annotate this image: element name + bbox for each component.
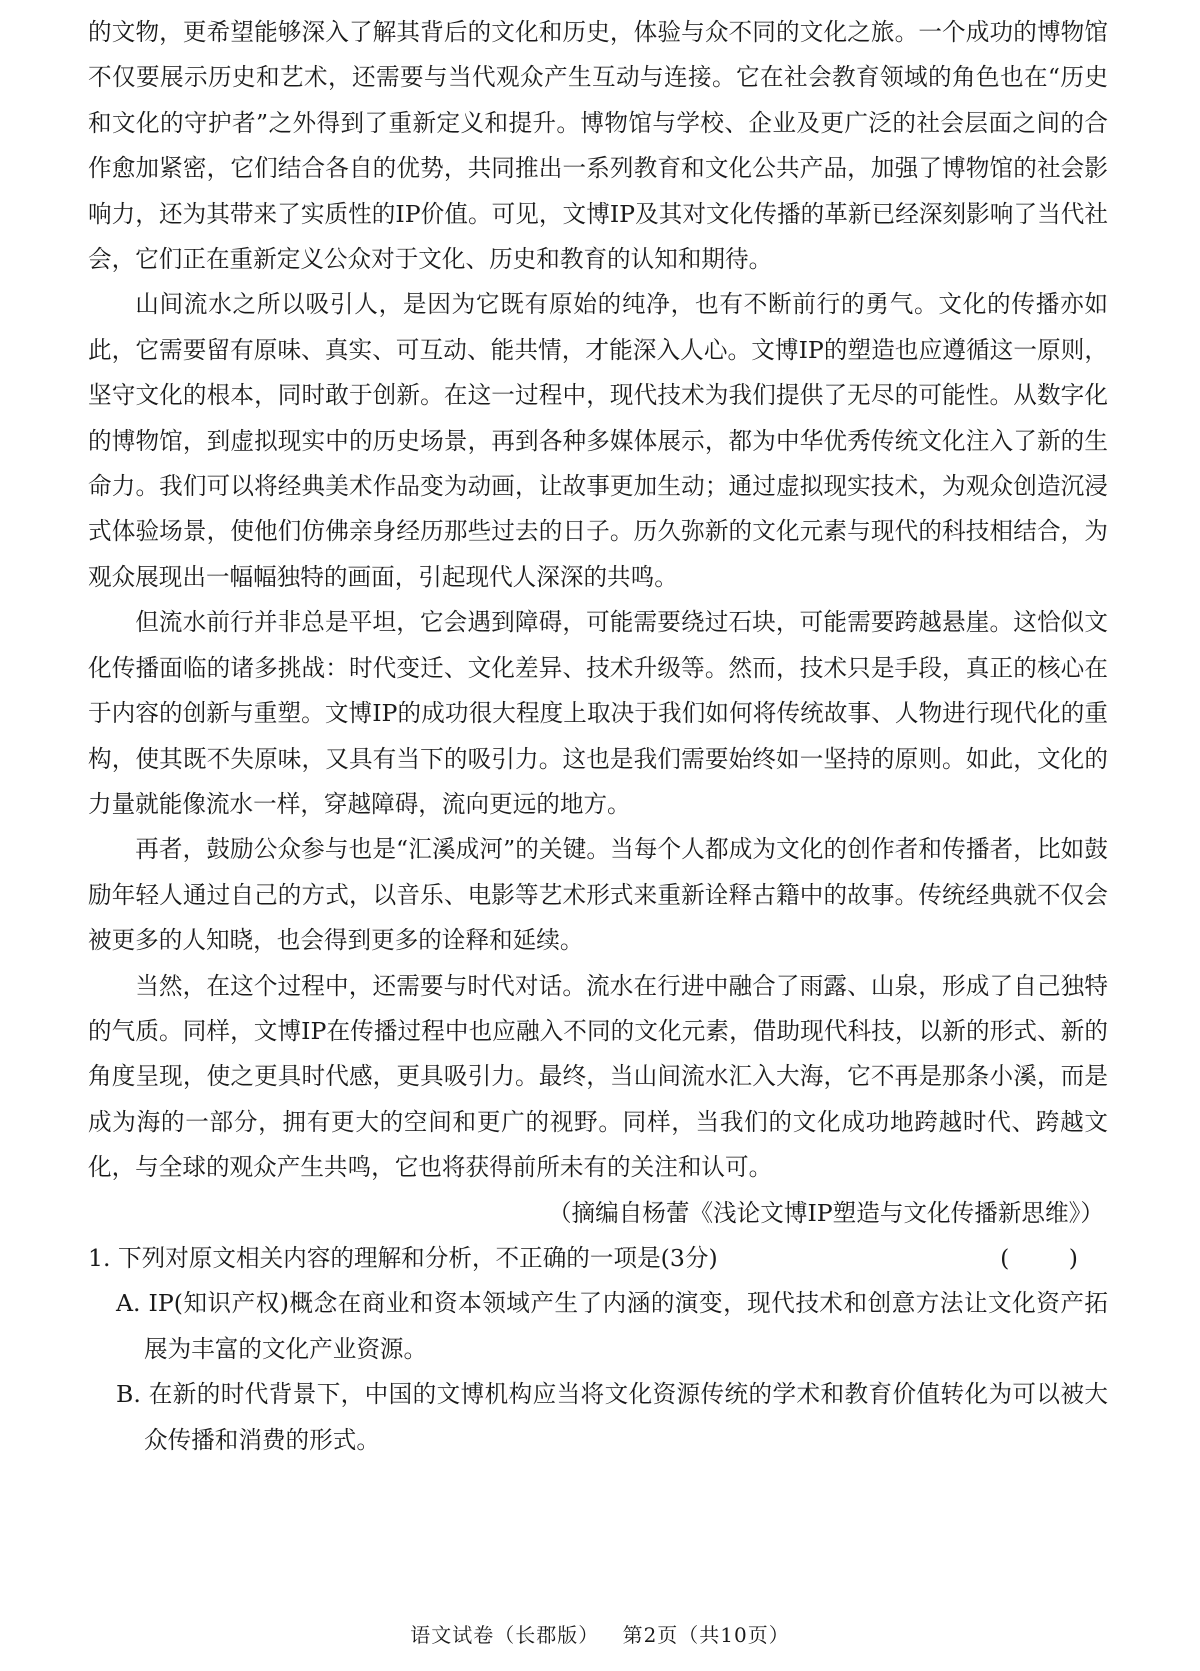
option-b (116, 1372, 1108, 1463)
option-text: IP(知识产权)概念在商业和资本领域产生了内涵的演变，现代技术和创意方法让文化资产拓展为丰富的文化产业资源。 (144, 1289, 1108, 1363)
option-text: 在新的时代背景下，中国的文博机构应当将文化资源传统的学术和教育价值转化为可以被大众传播和消费的形式。 (144, 1380, 1109, 1454)
paragraph-5: 当然，在这个过程中，还需要与时代对话。流水在行进中融合了雨露、山泉，形成了自己独特的气质。同样，文博IP在传播过程中也应融入不同的文化元素，借助现代科技，以新的形式、新的角度呈现，使之更具时代感，更具吸引力。最终，当山间流水汇入大海，它不再是那条小溪，而是成为海的一部分，拥有更大的空间和更广的视野。同样，当我们的文化成功地跨越时代、跨越文化，与全球的观众产生共鸣，它也将获得前所未有的关注和认可。 (88, 971, 1108, 1182)
footer-subject: 语文试卷（长郡版） (410, 1623, 600, 1647)
option-label: A. (116, 1289, 141, 1318)
paragraph-1: 的文物，更希望能够深入了解其背后的文化和历史，体验与众不同的文化之旅。一个成功的博物馆不仅要展示历史和艺术，还需要与当代观众产生互动与连接。它在社会教育领域的角色也在“历史和文化的守护者”之外得到了重新定义和提升。博物馆与学校、企业及更广泛的社会层面之间的合作愈加紧密，它们结合各自的优势，共同推出一系列教育和文化公共产品，加强了博物馆的社会影响力，还为其带来了实质性的IP价值。可见，文博IP及其对文化传播的革新已经深刻影响了当代社会，它们正在重新定义公众对于文化、历史和教育的认知和期待。 (88, 18, 1108, 274)
paragraph-4: 再者，鼓励公众参与也是“汇溪成河”的关键。当每个人都成为文化的创作者和传播者，比如鼓励年轻人通过自己的方式，以音乐、电影等艺术形式来重新诠释古籍中的故事。传统经典就不仅会被更多的人知晓，也会得到更多的诠释和延续。 (88, 835, 1108, 955)
question-1 (88, 1236, 1108, 1281)
paragraph-3: 但流水前行并非总是平坦，它会遇到障碍，可能需要绕过石块，可能需要跨越悬崖。这恰似文化传播面临的诸多挑战：时代变迁、文化差异、技术升级等。然而，技术只是手段，真正的核心在于内容的创新与重塑。文博IP的成功很大程度上取决于我们如何将传统故事、人物进行现代化的重构，使其既不失原味，又具有当下的吸引力。这也是我们需要始终如一坚持的原则。如此，文化的力量就能像流水一样，穿越障碍，流向更远的地方。 (88, 608, 1108, 818)
source-citation: （摘编自杨蕾《浅论文博IP塑造与文化传播新思维》） (547, 1198, 1104, 1227)
page-footer (0, 1620, 1200, 1650)
question-stem: 1. 下列对原文相关内容的理解和分析，不正确的一项是(3分) (88, 1243, 718, 1272)
paragraph-2: 山间流水之所以吸引人，是因为它既有原始的纯净，也有不断前行的勇气。文化的传播亦如此，它需要留有原味、真实、可互动、能共情，才能深入人心。文博IP的塑造也应遵循这一原则，坚守文化的根本，同时敢于创新。在这一过程中，现代技术为我们提供了无尽的可能性。从数字化的博物馆，到虚拟现实中的历史场景，再到各种多媒体展示，都为中华优秀传统文化注入了新的生命力。我们可以将经典美术作品变为动画，让故事更加生动；通过虚拟现实技术，为观众创造沉浸式体验场景，使他们仿佛亲身经历那些过去的日子。历久弥新的文化元素与现代的科技相结合，为观众展现出一幅幅独特的画面，引起现代人深深的共鸣。 (88, 290, 1108, 591)
exam-page (88, 10, 1108, 1463)
option-label: B. (116, 1380, 141, 1409)
option-a (116, 1281, 1108, 1372)
footer-page-number: 第2页（共10页） (622, 1623, 790, 1647)
answer-bracket: ( ) (1000, 1243, 1104, 1272)
